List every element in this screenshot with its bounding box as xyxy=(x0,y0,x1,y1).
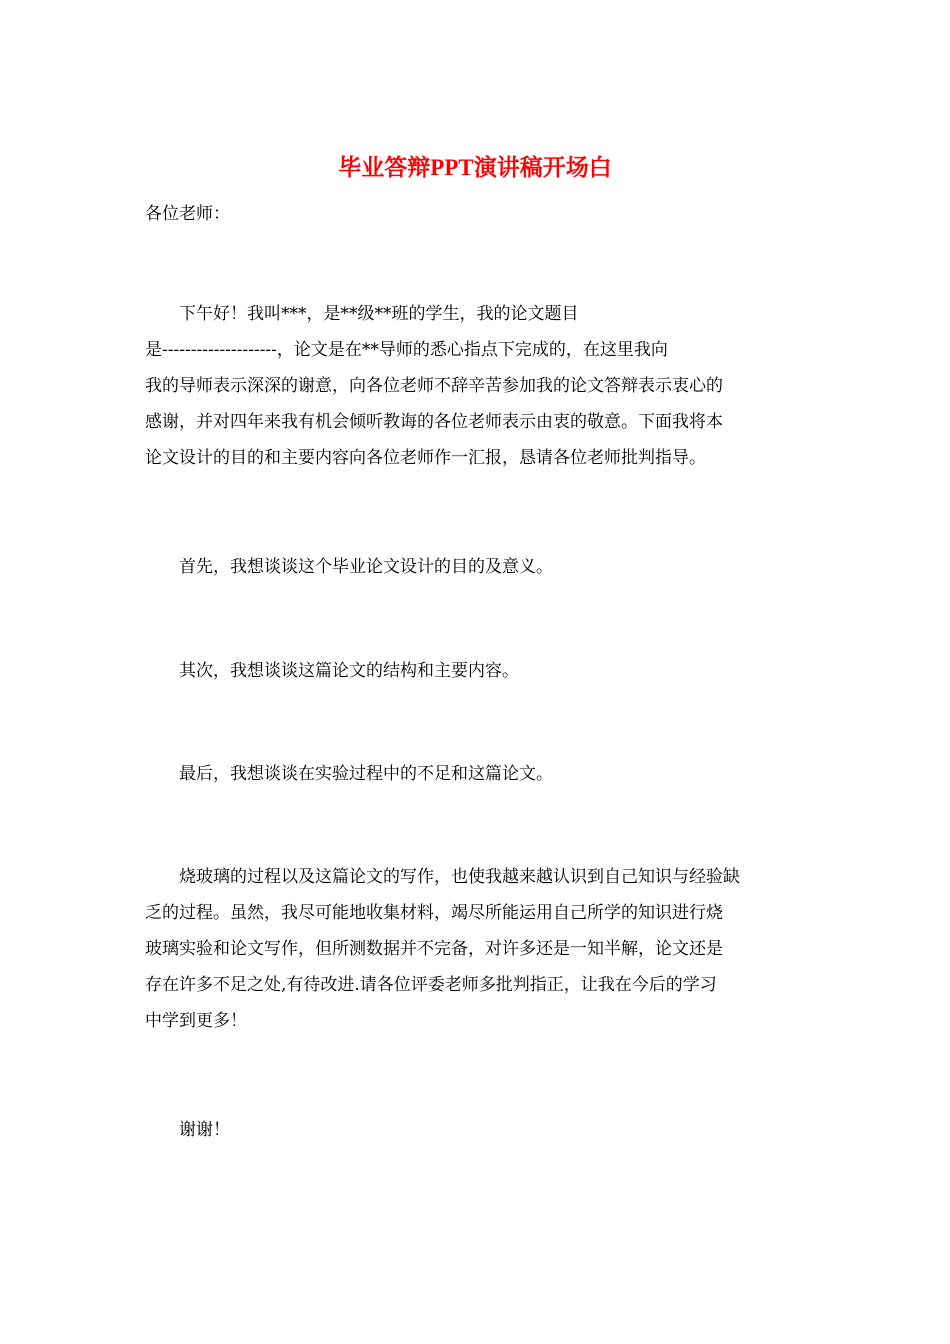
paragraph-line: 存在许多不足之处,有待改进.请各位评委老师多批判指正，让我在今后的学习 xyxy=(145,975,717,995)
paragraph-line: 乏的过程。虽然，我尽可能地收集材料，竭尽所能运用自己所学的知识进行烧 xyxy=(145,903,723,923)
paragraph-line: 其次，我想谈谈这篇论文的结构和主要内容。 xyxy=(145,661,519,681)
paragraph-line: 我的导师表示深深的谢意，向各位老师不辞辛苦参加我的论文答辩表示衷心的 xyxy=(145,376,723,396)
paragraph-introduction xyxy=(145,296,809,476)
paragraph-line: 论文设计的目的和主要内容向各位老师作一汇报，恳请各位老师批判指导。 xyxy=(145,448,706,468)
paragraph-line: 感谢，并对四年来我有机会倾听教诲的各位老师表示由衷的敬意。下面我将本 xyxy=(145,412,723,432)
paragraph-line: 中学到更多！ xyxy=(145,1011,247,1031)
paragraph-line: 烧玻璃的过程以及这篇论文的写作，也使我越来越认识到自己知识与经验缺 xyxy=(145,867,740,887)
paragraph-line: 最后，我想谈谈在实验过程中的不足和这篇论文。 xyxy=(145,764,553,784)
paragraph-reflection xyxy=(145,859,809,1039)
paragraph-third-point xyxy=(145,756,809,792)
paragraph-first-point xyxy=(145,549,809,585)
paragraph-line: 玻璃实验和论文写作，但所测数据并不完备，对许多还是一知半解，论文还是 xyxy=(145,939,723,959)
paragraph-line: 是--------------------，论文是在**导师的悉心指点下完成的，在这里我向 xyxy=(145,340,668,360)
greeting: 各位老师： xyxy=(145,204,230,224)
paragraph-line: 谢谢！ xyxy=(145,1120,230,1140)
paragraph-closing xyxy=(145,1112,809,1148)
document-title: 毕业答辩PPT演讲稿开场白 xyxy=(338,155,612,180)
paragraph-line: 下午好！我叫***，是**级**班的学生，我的论文题目 xyxy=(145,304,579,324)
paragraph-line: 首先，我想谈谈这个毕业论文设计的目的及意义。 xyxy=(145,557,553,577)
paragraph-second-point xyxy=(145,653,809,689)
